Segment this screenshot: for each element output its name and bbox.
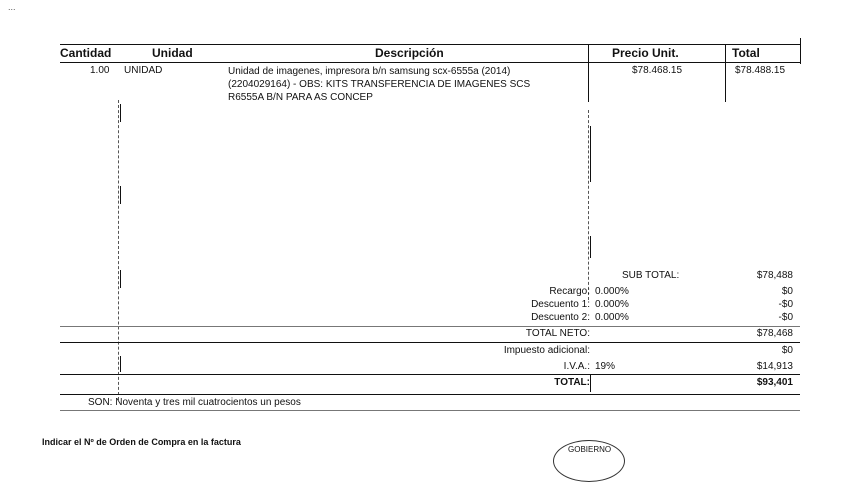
- descuento2-pct: 0.000%: [595, 312, 629, 323]
- recargo-label: Recargo:: [549, 286, 590, 297]
- descuento2-label: Descuento 2:: [531, 312, 590, 323]
- neto-value: $78,468: [756, 328, 793, 339]
- totals-separator-3: [60, 374, 800, 375]
- row-cantidad: 1.00: [90, 65, 110, 76]
- row-total: $78.488.15: [735, 65, 786, 76]
- son-top-line: [60, 394, 800, 395]
- neto-label: TOTAL NETO:: [525, 328, 590, 339]
- iva-pct: 19%: [595, 361, 616, 372]
- total-divider: [590, 374, 591, 392]
- footer-note: Indicar el Nº de Orden de Compra en la factura: [42, 437, 241, 447]
- guide-tick-2: [120, 186, 121, 204]
- row-descripcion-line-2: (2204029164) - OBS: KITS TRANSFERENCIA DE IMAGENES SCS: [228, 79, 531, 90]
- guide-tick-4: [120, 356, 121, 372]
- row-descripcion: [228, 65, 588, 104]
- guide-tick-3: [120, 270, 121, 288]
- header-cantidad: Cantidad: [60, 46, 112, 60]
- impuesto-value: $0: [781, 345, 793, 356]
- official-stamp: [553, 440, 625, 482]
- iva-value: $14,913: [756, 361, 793, 372]
- total-value: $93,401: [756, 377, 793, 388]
- right-edge-line: [800, 38, 801, 64]
- son-bottom-line: [60, 410, 800, 411]
- row-descripcion-line-3: R6555A B/N PARA AS CONCEP: [228, 92, 373, 103]
- row-precio: $78.468.15: [632, 65, 683, 76]
- header-descripcion: Descripción: [375, 46, 444, 60]
- price-guide-line: [588, 110, 589, 300]
- row-descripcion-line-1: Unidad de imagenes, impresora b/n samsung scx-6555a (2014): [228, 66, 511, 77]
- header-precio: Precio Unit.: [612, 46, 679, 60]
- son-text: SON: Noventa y tres mil cuatrocientos un pesos: [88, 397, 301, 408]
- price-tick-1: [590, 126, 591, 182]
- descuento1-label: Descuento 1:: [531, 299, 590, 310]
- subtotal-value: $78,488: [756, 270, 793, 281]
- descuento1-value: -$0: [778, 299, 793, 310]
- guide-tick-1: [120, 104, 121, 122]
- price-tick-2: [590, 236, 591, 258]
- top-fragment-text: ...: [8, 2, 16, 12]
- impuesto-label: Impuesto adicional:: [503, 345, 590, 356]
- descuento2-value: -$0: [778, 312, 793, 323]
- recargo-value: $0: [781, 286, 793, 297]
- header-total: Total: [732, 46, 760, 60]
- header-top-line: [60, 44, 800, 45]
- price-column-divider: [588, 44, 589, 102]
- iva-label: I.V.A.:: [563, 361, 590, 372]
- total-column-divider: [725, 44, 726, 102]
- quantity-guide-line: [118, 100, 119, 400]
- total-label: TOTAL:: [554, 377, 590, 388]
- header-bottom-line: [60, 62, 800, 63]
- totals-separator-2: [60, 342, 800, 343]
- row-unidad: UNIDAD: [124, 65, 163, 76]
- recargo-pct: 0.000%: [595, 286, 629, 297]
- header-unidad: Unidad: [152, 46, 193, 60]
- descuento1-pct: 0.000%: [595, 299, 629, 310]
- subtotal-label: SUB TOTAL:: [622, 270, 680, 281]
- totals-separator-1: [60, 326, 800, 327]
- stamp-text: GOBIERNO: [568, 445, 612, 454]
